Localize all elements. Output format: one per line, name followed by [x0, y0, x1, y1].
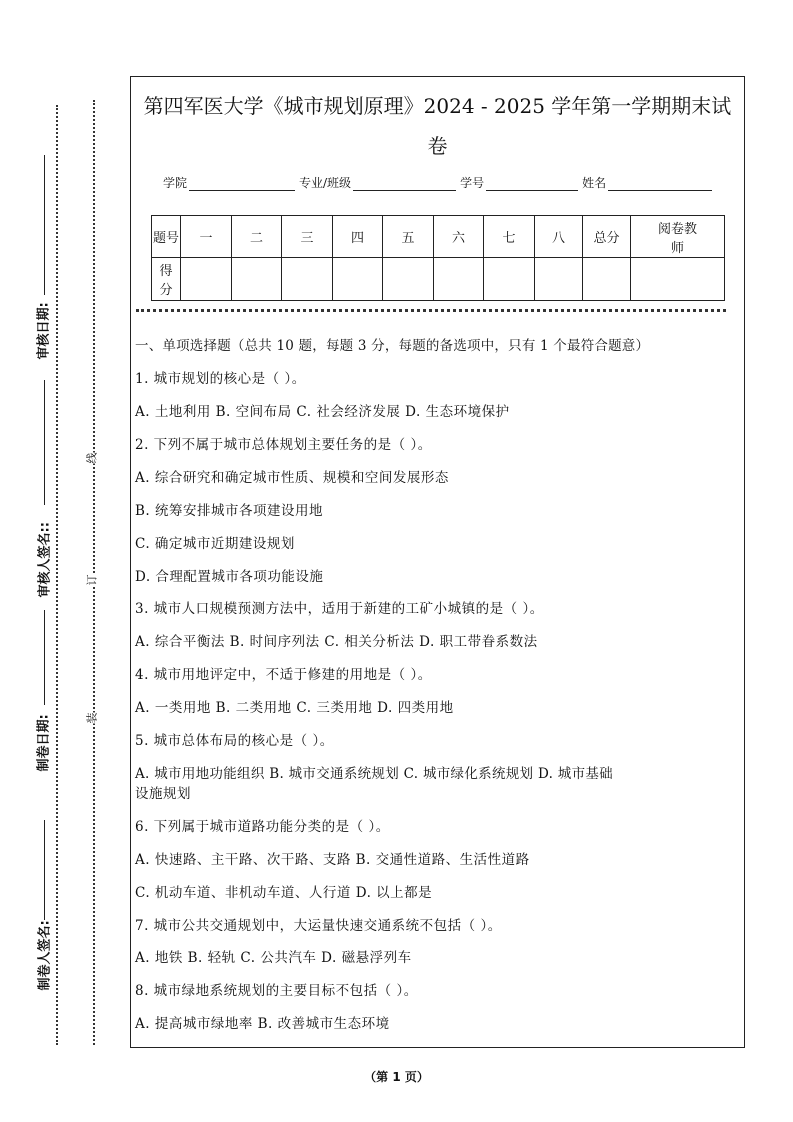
score-header-cell: 五 [383, 216, 434, 258]
option-line: A. 综合平衡法 B. 时间序列法 C. 相关分析法 D. 职工带眷系数法 [135, 634, 538, 650]
score-row-label: 得分 [152, 258, 181, 301]
info-college-blank[interactable] [189, 178, 295, 191]
score-header-cell: 七 [484, 216, 535, 258]
dotted-separator [136, 309, 726, 312]
binding-mark-zhuang: 装 [82, 713, 102, 724]
question-line: 4. 城市用地评定中，不适于修建的用地是（ ）。 [135, 667, 432, 683]
score-header-cell: 二 [232, 216, 282, 258]
score-header-cell: 六 [434, 216, 484, 258]
question-line: 6. 下列属于城市道路功能分类的是（ ）。 [135, 819, 390, 835]
score-header-cell: 总分 [583, 216, 631, 258]
score-cell[interactable] [631, 258, 725, 301]
binding-line-inner [93, 100, 95, 1045]
score-cell[interactable] [232, 258, 282, 301]
score-cell[interactable] [535, 258, 583, 301]
binding-mark-ding: 订 [82, 575, 102, 586]
exam-title-line1: 第四军医大学《城市规划原理》2024 - 2025 学年第一学期期末试 [143, 94, 732, 118]
section-heading: 一、单项选择题（总共 10 题，每题 3 分，每题的备选项中，只有 1 个最符合题意） [135, 338, 650, 354]
info-major-label: 专业/班级 [299, 176, 352, 190]
question-line: 3. 城市人口规模预测方法中，适用于新建的工矿小城镇的是（ ）。 [135, 601, 544, 617]
exam-title [130, 86, 745, 166]
score-cell[interactable] [333, 258, 383, 301]
option-line: A. 土地利用 B. 空间布局 C. 社会经济发展 D. 生态环境保护 [135, 404, 510, 420]
option-line: A. 一类用地 B. 二类用地 C. 三类用地 D. 四类用地 [135, 700, 454, 716]
reviewer-sign-label: 审核人签名:: [37, 522, 53, 598]
score-cell[interactable] [434, 258, 484, 301]
make-date-blank [44, 610, 45, 705]
option-line: A. 地铁 B. 轻轨 C. 公共汽车 D. 磁悬浮列车 [135, 950, 412, 966]
maker-sign-label: 制卷人签名: [37, 920, 53, 991]
make-date-label: 制卷日期: [36, 714, 52, 772]
question-line: 5. 城市总体布局的核心是（ ）。 [135, 733, 334, 749]
score-header-cell: 题号 [152, 216, 181, 258]
score-header-cell: 阅卷教师 [631, 216, 725, 258]
option-line-wrap: 设施规划 [135, 786, 191, 802]
binding-line-outer [56, 105, 58, 1045]
reviewer-sign-blank [44, 380, 45, 505]
option-line: A. 综合研究和确定城市性质、规模和空间发展形态 [135, 470, 449, 486]
exam-title-line2: 卷 [427, 134, 448, 158]
score-header-row [152, 216, 725, 258]
score-header-cell: 一 [181, 216, 232, 258]
option-line: A. 提高城市绿地率 B. 改善城市生态环境 [135, 1016, 390, 1032]
question-line: 8. 城市绿地系统规划的主要目标不包括（ ）。 [135, 983, 418, 999]
student-info [163, 174, 716, 191]
binding-mark-xian: 线 [82, 453, 102, 464]
info-major-blank[interactable] [353, 178, 456, 191]
page-footer: （第 1 页） [364, 1070, 429, 1084]
score-header-cell: 八 [535, 216, 583, 258]
score-header-cell: 四 [333, 216, 383, 258]
option-line: A. 快速路、主干路、次干路、支路 B. 交通性道路、生活性道路 [135, 852, 530, 868]
option-line: C. 机动车道、非机动车道、人行道 D. 以上都是 [135, 885, 433, 901]
info-name-label: 姓名 [582, 176, 607, 190]
option-line: B. 统筹安排城市各项建设用地 [135, 503, 324, 519]
question-line: 1. 城市规划的核心是（ ）。 [135, 371, 306, 387]
question-line: 7. 城市公共交通规划中，大运量快速交通系统不包括（ ）。 [135, 918, 502, 934]
option-line: C. 确定城市近期建设规划 [135, 536, 295, 552]
info-id-blank[interactable] [486, 178, 578, 191]
info-name-blank[interactable] [608, 178, 712, 191]
info-college-label: 学院 [163, 176, 188, 190]
option-line: D. 合理配置城市各项功能设施 [135, 569, 324, 585]
question-line: 2. 下列不属于城市总体规划主要任务的是（ ）。 [135, 437, 432, 453]
score-header-cell: 三 [282, 216, 333, 258]
score-table [151, 215, 725, 301]
review-date-blank [44, 155, 45, 295]
score-cell[interactable] [383, 258, 434, 301]
option-line: A. 城市用地功能组织 B. 城市交通系统规划 C. 城市绿化系统规划 D. 城市基础 [135, 766, 613, 782]
score-cell[interactable] [583, 258, 631, 301]
info-id-label: 学号 [460, 176, 485, 190]
score-value-row [152, 258, 725, 301]
maker-sign-blank [44, 820, 45, 920]
review-date-label: 审核日期: [36, 302, 52, 360]
score-cell[interactable] [181, 258, 232, 301]
score-cell[interactable] [484, 258, 535, 301]
score-cell[interactable] [282, 258, 333, 301]
